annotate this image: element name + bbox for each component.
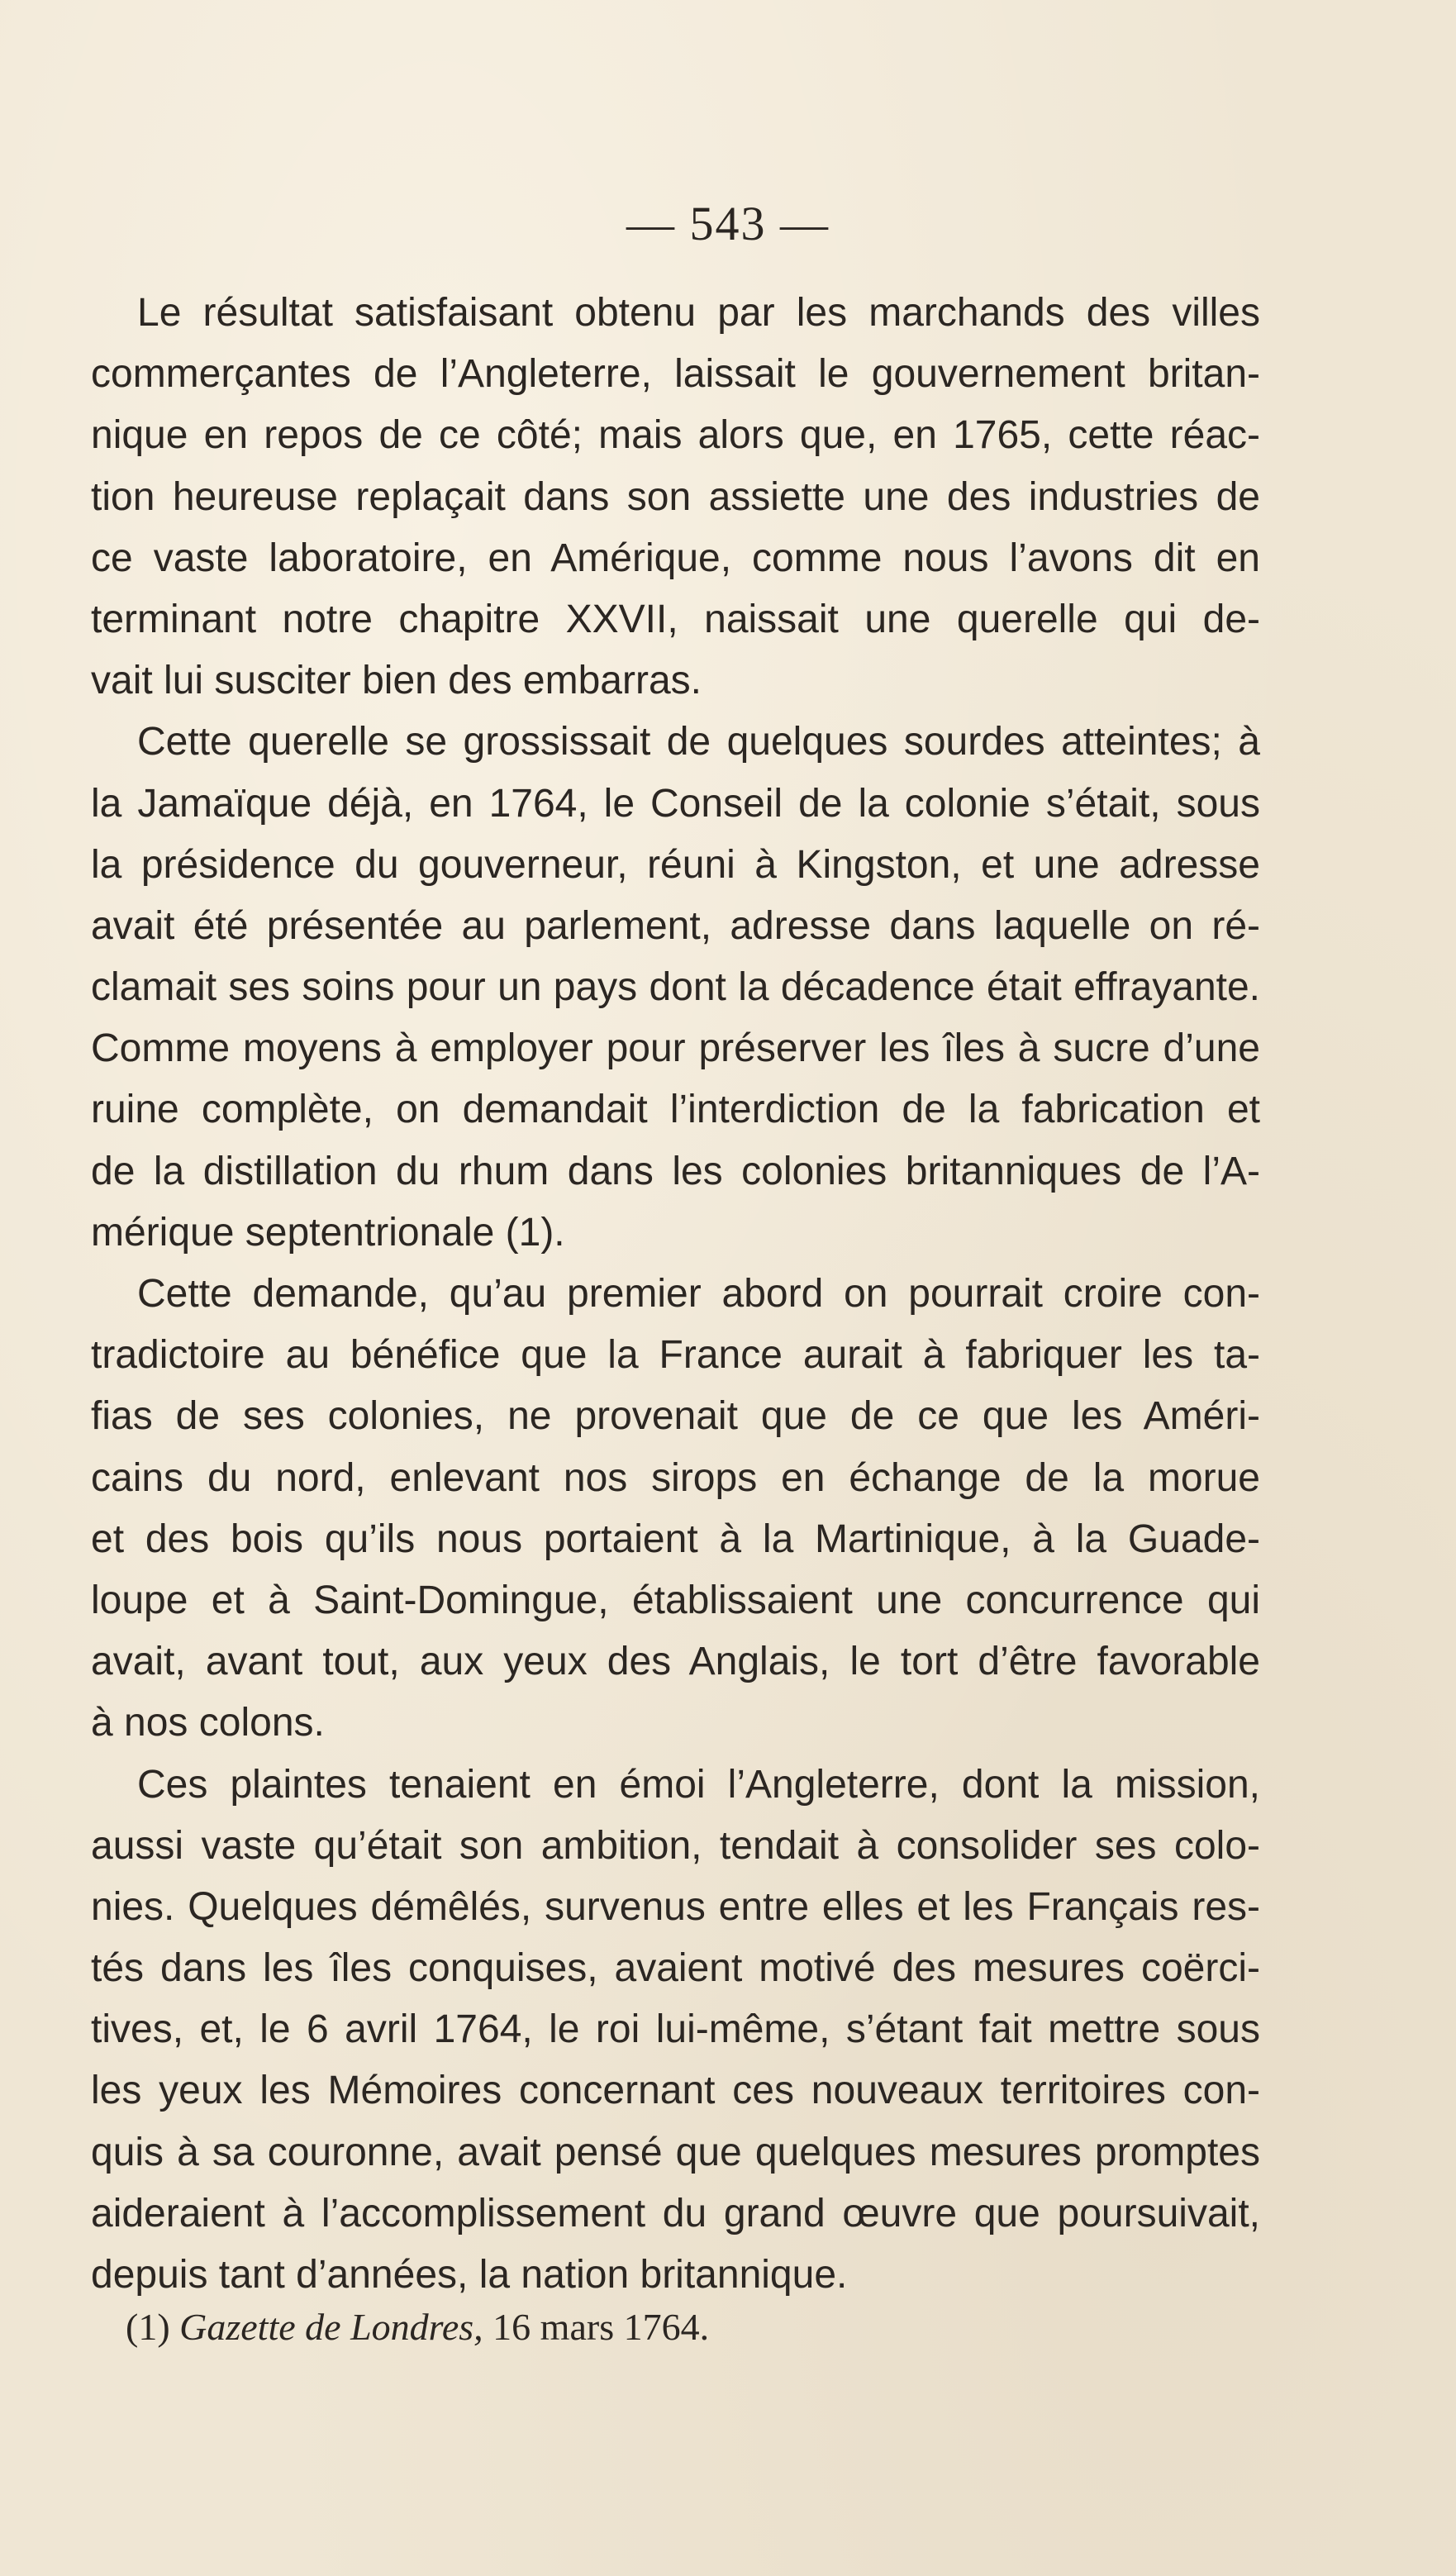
text-line: ruine complète, on demandait l’interdiction de la fabrication et	[91, 1088, 1260, 1132]
text-line: mérique septentrionale (1).	[91, 1210, 565, 1255]
text-line: tion heureuse replaçait dans son assiette une des industries de	[91, 474, 1260, 519]
text-line: Le résultat satisfaisant obtenu par les marchands des villes	[137, 291, 1260, 335]
text-line: fias de ses colonies, ne provenait que de ce que les Améri-	[91, 1394, 1260, 1439]
text-line: Cette querelle se grossissait de quelques sourdes atteintes; à	[137, 720, 1260, 764]
text-line: les yeux les Mémoires concernant ces nouveaux territoires con-	[91, 2069, 1260, 2113]
text-line: nique en repos de ce côté; mais alors que, en 1765, cette réac-	[91, 413, 1260, 458]
text-line: aussi vaste qu’était son ambition, tendait à consolider ses colo-	[91, 1823, 1260, 1868]
text-line: à nos colons.	[91, 1701, 325, 1745]
text-line: quis à sa couronne, avait pensé que quelques mesures promptes	[91, 2130, 1260, 2174]
text-line: aideraient à l’accomplissement du grand œuvre que poursuivait,	[91, 2191, 1260, 2236]
text-line: la Jamaïque déjà, en 1764, le Conseil de la colonie s’était, sous	[91, 781, 1260, 826]
paragraph	[91, 1755, 1260, 2307]
text-line: depuis tant d’années, la nation britannique.	[91, 2253, 848, 2297]
text-line: clamait ses soins pour un pays dont la décadence était effrayante.	[91, 965, 1260, 1010]
text-line: tradictoire au bénéfice que la France aurait à fabriquer les ta-	[91, 1333, 1260, 1378]
page-number: — 543 —	[626, 197, 830, 250]
text-line: nies. Quelques démêlés, survenus entre elles et les Français res-	[91, 1884, 1260, 1929]
text-line: vait lui susciter bien des embarras.	[91, 659, 702, 703]
text-line: Comme moyens à employer pour préserver les îles à sucre d’une	[91, 1026, 1260, 1071]
text-line: loupe et à Saint-Domingue, établissaient une concurrence qui	[91, 1578, 1260, 1622]
paragraph	[91, 1264, 1260, 1755]
text-line: tives, et, le 6 avril 1764, le roi lui-même, s’étant fait mettre sous	[91, 2007, 1260, 2052]
footnote-marker: (1)	[126, 2306, 170, 2348]
text-line: tés dans les îles conquises, avaient motivé des mesures coërci-	[91, 1946, 1260, 1991]
text-line: avait été présentée au parlement, adresse dans laquelle on ré-	[91, 903, 1260, 948]
footnote-date: 16 mars 1764.	[492, 2306, 710, 2348]
text-line: cains du nord, enlevant nos sirops en échange de la morue	[91, 1455, 1260, 1500]
text-line: terminant notre chapitre XXVII, naissait une querelle qui de-	[91, 597, 1260, 641]
text-line: la présidence du gouverneur, réuni à Kingston, et une adresse	[91, 842, 1260, 887]
text-line: de la distillation du rhum dans les colonies britanniques de l’A-	[91, 1149, 1260, 1193]
footnote-source-title: Gazette de Londres,	[179, 2306, 483, 2348]
text-line: Ces plaintes tenaient en émoi l’Angleterre, dont la mission,	[137, 1762, 1260, 1807]
body-text	[91, 283, 1260, 2306]
paragraph	[91, 712, 1260, 1264]
text-line: ce vaste laboratoire, en Amérique, comme nous l’avons dit en	[91, 536, 1260, 580]
paragraph	[91, 283, 1260, 712]
text-line: Cette demande, qu’au premier abord on pourrait croire con-	[137, 1272, 1260, 1316]
text-line: avait, avant tout, aux yeux des Anglais, le tort d’être favorable	[91, 1640, 1260, 1684]
text-line: et des bois qu’ils nous portaient à la Martinique, à la Guade-	[91, 1517, 1260, 1561]
footnote	[126, 2301, 1200, 2354]
text-line: commerçantes de l’Angleterre, laissait le gouvernement britan-	[91, 352, 1260, 397]
